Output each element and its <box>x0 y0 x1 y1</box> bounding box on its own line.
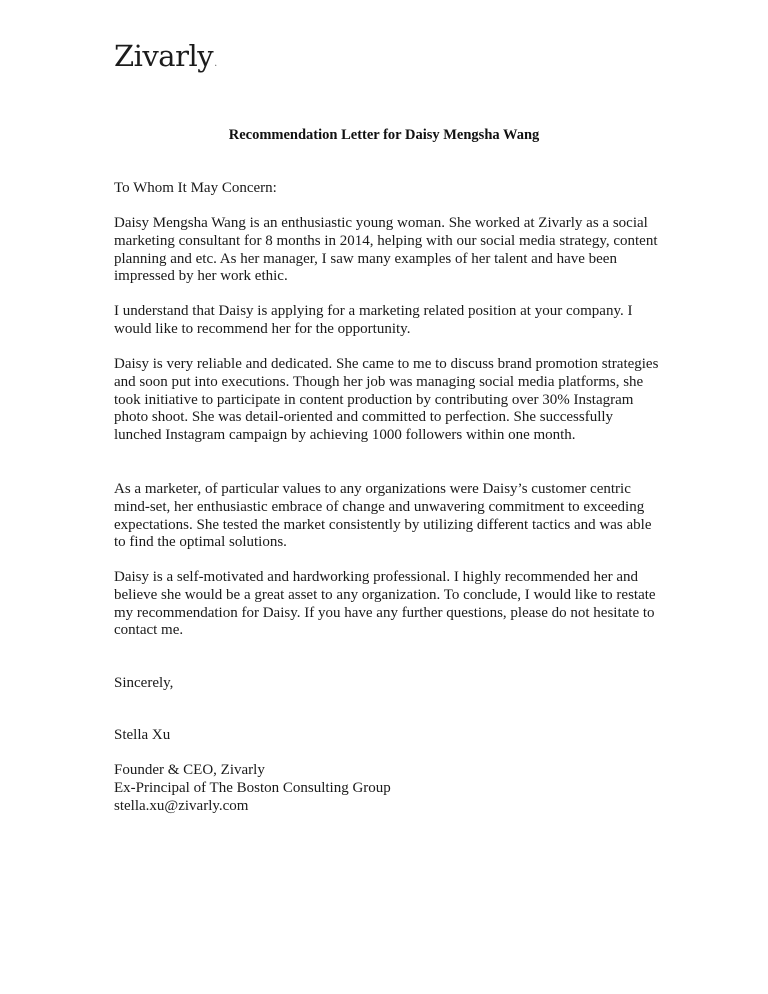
paragraph-achievements <box>114 356 662 445</box>
paragraph-text: I understand that Daisy is applying for a marketing related position at your company. I would like to recommend her for the opportunity. <box>114 303 633 337</box>
paragraph-text: Daisy Mengsha Wang is an enthusiastic young woman. She worked at Zivarly as a social marketing consultant for 8 months in 2014, helping with our social media strategy, content planning and etc. As her manager, I saw many examples of her talent and have been impressed by her work ethic. <box>114 215 658 285</box>
paragraph-introduction <box>114 215 662 286</box>
closing: Sincerely, <box>114 675 174 691</box>
paragraph-text: Daisy is a self-motivated and hardworking professional. I highly recommended her and believe she would be a great asset to any organization. To conclude, I would like to restate my recommendation for Daisy. If you have any further questions, please do not hesitate to contact me. <box>114 569 656 639</box>
logo-text: Zivarly <box>114 39 214 73</box>
signer-email[interactable]: stella.xu@zivarly.com <box>114 797 249 814</box>
signer-name: Stella Xu <box>114 727 171 743</box>
salutation: To Whom It May Concern: <box>114 180 277 196</box>
signature-block <box>114 762 662 815</box>
signer-prior-role: Ex-Principal of The Boston Consulting Group <box>114 779 391 796</box>
logo-mark: . <box>214 58 217 69</box>
letter-title: Recommendation Letter for Daisy Mengsha Wang <box>228 127 540 143</box>
paragraph-conclusion <box>114 569 662 640</box>
paragraph-qualities <box>114 481 662 552</box>
paragraph-text: As a marketer, of particular values to any organizations were Daisy’s customer centric mind-set, her enthusiastic embrace of change and unwavering commitment to exceeding expectations. She tested the market consistently by utilizing different tactics and was able to find the optimal solutions. <box>114 481 652 551</box>
paragraph-text: Daisy is very reliable and dedicated. She came to me to discuss brand promotion strategies and soon put into executions. Though her job was managing social media platforms, she took initiative to participate in content production by contributing over 30% Instagram photo shoot. She was detail-oriented and committed to perfection. She successfully lunched Instagram campaign by achieving 1000 followers within one month. <box>114 356 659 444</box>
paragraph-purpose <box>114 303 662 339</box>
signer-title: Founder & CEO, Zivarly <box>114 762 265 778</box>
company-logo <box>114 39 217 73</box>
